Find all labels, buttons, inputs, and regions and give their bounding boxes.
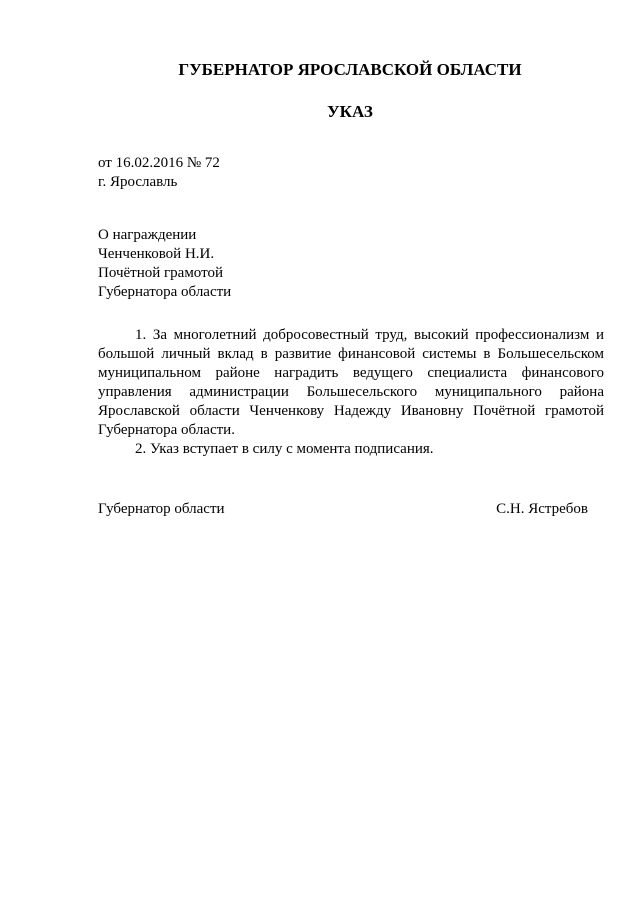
subject-line: Почётной грамотой [98, 265, 223, 281]
signatory-position: Губернатор области [98, 501, 225, 517]
subject-line: Губернатора области [98, 284, 232, 300]
signature-block [98, 500, 588, 519]
decree-subject [98, 226, 231, 302]
signatory-name: С.Н. Ястребов [496, 501, 588, 517]
subject-line: О награждении [98, 227, 197, 243]
decree-type-heading: УКАЗ [327, 102, 373, 121]
decree-paragraph: 1. За многолетний добросовестный труд, высокий профессионализм и большой личный вклад в развитие финансовой системы в Большесельском муниципальном районе наградить ведущего специалиста финансового управления администрации Большесельского муниципального района Ярославской области Ченченкову Надежду Ивановну Почётной грамотой Губернатора области. [98, 327, 604, 438]
decree-date-number: от 16.02.2016 № 72 [98, 155, 220, 171]
decree-meta [98, 154, 220, 192]
decree-place: г. Ярославль [98, 174, 178, 190]
decree-paragraph: 2. Указ вступает в силу с момента подписания. [135, 441, 434, 457]
subject-line: Ченченковой Н.И. [98, 246, 215, 262]
decree-body [98, 326, 604, 459]
issuing-authority-heading: ГУБЕРНАТОР ЯРОСЛАВСКОЙ ОБЛАСТИ [178, 60, 522, 79]
